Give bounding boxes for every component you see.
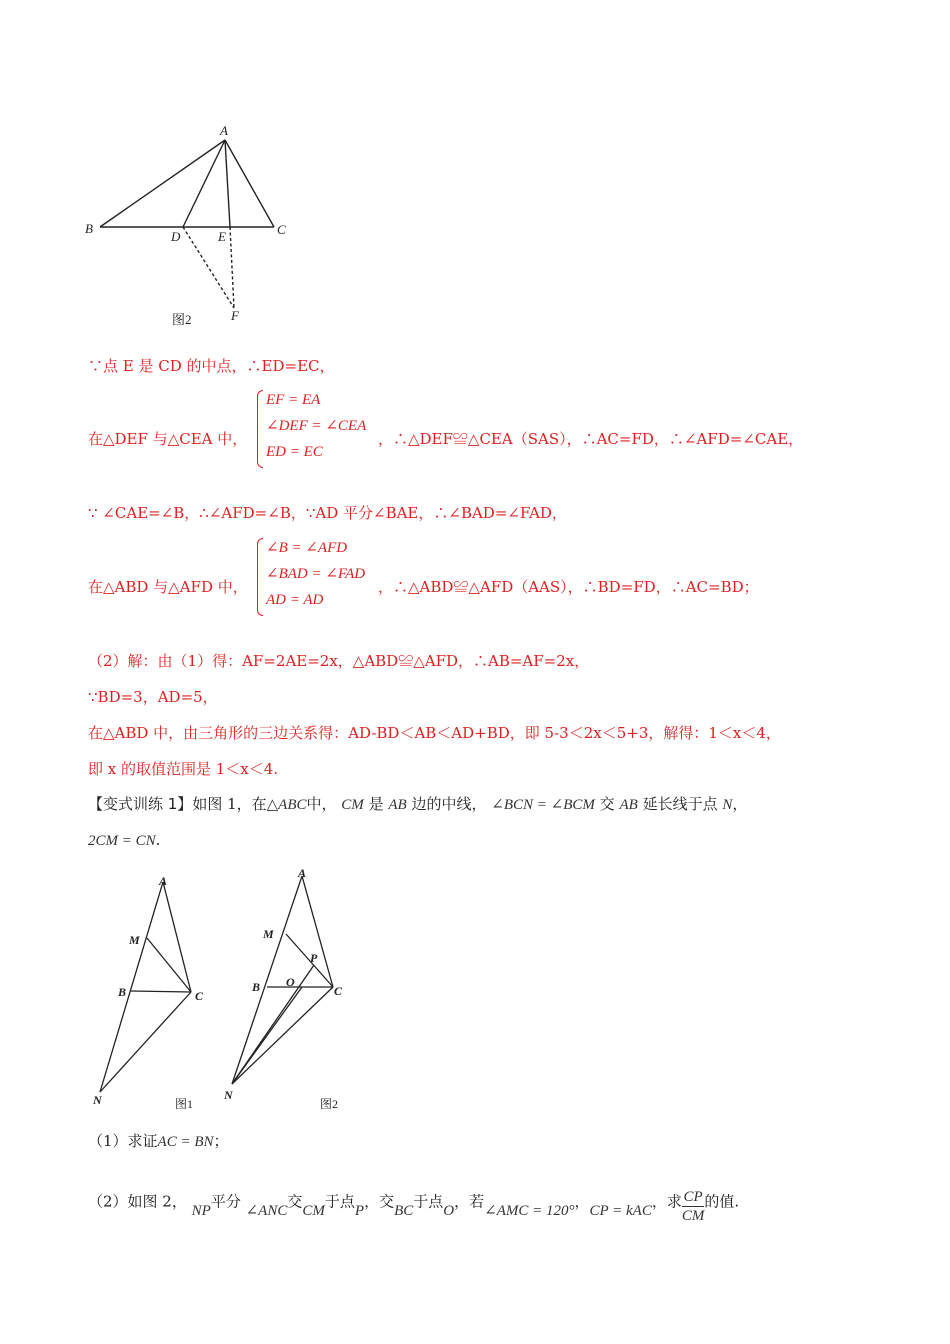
segment-AN	[100, 882, 163, 1092]
label-M: M	[263, 927, 274, 941]
math-2cm-cn: 2CM = CN	[88, 833, 156, 849]
label-M: M	[129, 933, 140, 947]
q2-text: ，	[574, 1192, 590, 1211]
segment-NO	[232, 987, 302, 1084]
math-n: N	[722, 797, 733, 813]
fraction-denominator: CM	[681, 1208, 705, 1224]
label-C: C	[277, 222, 286, 237]
system-2	[266, 535, 365, 613]
brace-system-2	[257, 538, 263, 616]
label-N: N	[93, 1093, 102, 1107]
figure-caption: 图2	[172, 312, 192, 327]
q2-text: ，求	[651, 1192, 682, 1211]
variant-text: 延长线于点	[642, 795, 718, 813]
fraction-numerator: CP	[683, 1189, 703, 1205]
proof-line-2-prefix: 在△DEF 与△CEA 中，	[88, 430, 248, 448]
variant-title: 【变式训练 1】	[88, 795, 193, 813]
math-p: P	[354, 1202, 365, 1219]
math-bc: BC	[394, 1202, 414, 1219]
q2-text: ，交	[364, 1192, 395, 1211]
system-1-eq3: ED = EC	[266, 444, 323, 460]
label-C: C	[334, 984, 343, 998]
figure-2	[215, 860, 365, 1120]
math-angle-amc: ∠AMC = 120°	[484, 1202, 575, 1219]
variant-text: 是	[368, 795, 384, 813]
segment-BA	[100, 140, 225, 227]
proof-line-4-suffix: ，∴△ABD≌△AFD（AAS），∴BD=FD，∴AC=BD；	[378, 578, 759, 596]
system-1-eq1: EF = EA	[266, 392, 321, 408]
system-1	[266, 387, 366, 465]
system-1-eq2: ∠DEF = ∠CEA	[266, 418, 367, 434]
q1-text: （1）求证	[88, 1132, 158, 1150]
q2-text: 交	[287, 1192, 303, 1211]
system-2-eq3: AD = AD	[266, 592, 324, 608]
segment-DF	[183, 227, 234, 308]
math-triangle-abc: △ABC	[266, 797, 307, 813]
math-angle-equality: ∠BCN = ∠BCM	[491, 797, 595, 813]
part2-line-1: （2）解：由（1）得：AF=2AE=2x，△ABD≌△AFD，∴AB=AF=2x，	[88, 652, 590, 670]
variant-text: .	[155, 831, 161, 849]
label-A: A	[220, 123, 228, 138]
proof-line-4-prefix: 在△ABD 与△AFD 中，	[88, 578, 248, 596]
brace-system-1	[257, 390, 263, 468]
variant-line-2	[88, 830, 160, 851]
math-cp-kac: CP = kAC	[589, 1202, 652, 1219]
figure-triangle-top	[80, 120, 300, 335]
label-B: B	[118, 985, 127, 999]
math-cm: CM	[341, 797, 364, 813]
q2-text: 平分	[210, 1192, 241, 1211]
segment-CN	[232, 987, 333, 1084]
label-B: B	[85, 221, 93, 236]
q2-text: 于点	[413, 1192, 444, 1211]
part2-line-4: 即 x 的取值范围是 1＜x＜4.	[88, 760, 279, 778]
variant-text: 边的中线，	[411, 795, 487, 813]
label-O: O	[286, 975, 295, 989]
proof-line-1: ∵点 E 是 CD 的中点，∴ED=EC，	[88, 357, 335, 375]
segment-AE	[225, 140, 230, 227]
question-1	[88, 1131, 229, 1152]
fraction-cp-cm	[682, 1188, 705, 1225]
label-P: P	[310, 951, 318, 965]
label-D: D	[171, 229, 181, 244]
segment-AC	[225, 140, 274, 227]
variant-text: 交	[599, 795, 615, 813]
segment-BC	[131, 991, 191, 992]
math-cm: CM	[302, 1202, 325, 1219]
q2-text: ，若	[454, 1192, 485, 1211]
q1-end: ；	[213, 1132, 229, 1150]
part2-line-2: ∵BD=3，AD=5，	[88, 688, 218, 706]
math-o: O	[443, 1202, 455, 1219]
proof-line-3: ∵ ∠CAE=∠B，∴∠AFD=∠B，∵AD 平分∠BAE，∴∠BAD=∠FAD，	[88, 504, 567, 522]
segment-CN	[100, 992, 191, 1092]
math-np: NP	[191, 1202, 211, 1219]
figure-1-caption: 图1	[175, 1097, 194, 1111]
q2-text: （2）如图 2，	[88, 1192, 187, 1211]
segment-EF	[230, 227, 234, 308]
math-ab: AB	[619, 797, 638, 813]
system-2-eq1: ∠B = ∠AFD	[266, 540, 348, 556]
variant-text: 如图 1，在	[192, 795, 267, 813]
figure-1	[85, 870, 215, 1120]
segment-AD	[183, 140, 225, 227]
variant-text: 中，	[306, 795, 337, 813]
question-2	[88, 1184, 740, 1224]
label-F: F	[231, 308, 239, 323]
math-ac-bn: AC = BN	[157, 1134, 214, 1150]
label-E: E	[218, 229, 226, 244]
proof-line-2-suffix: ，∴△DEF≌△CEA（SAS），∴AC=FD，∴∠AFD=∠CAE，	[378, 430, 804, 448]
q2-text: 于点	[324, 1192, 355, 1211]
label-A: A	[298, 866, 307, 880]
label-N: N	[224, 1088, 233, 1102]
variant-line-1	[88, 794, 747, 815]
part2-line-3: 在△ABD 中，由三角形的三边关系得：AD-BD＜AB＜AD+BD，即 5-3＜2x＜5+3，解得：1＜x＜4，	[88, 724, 781, 742]
figure-2-caption: 图2	[320, 1097, 339, 1111]
variant-text: ，	[732, 795, 748, 813]
system-2-eq2: ∠BAD = ∠FAD	[266, 566, 366, 582]
label-A: A	[159, 874, 168, 888]
q2-text: 的值.	[704, 1192, 740, 1211]
math-angle-anc: ∠ANC	[245, 1202, 288, 1219]
label-C: C	[195, 989, 204, 1003]
label-B: B	[252, 980, 261, 994]
math-ab: AB	[388, 797, 407, 813]
